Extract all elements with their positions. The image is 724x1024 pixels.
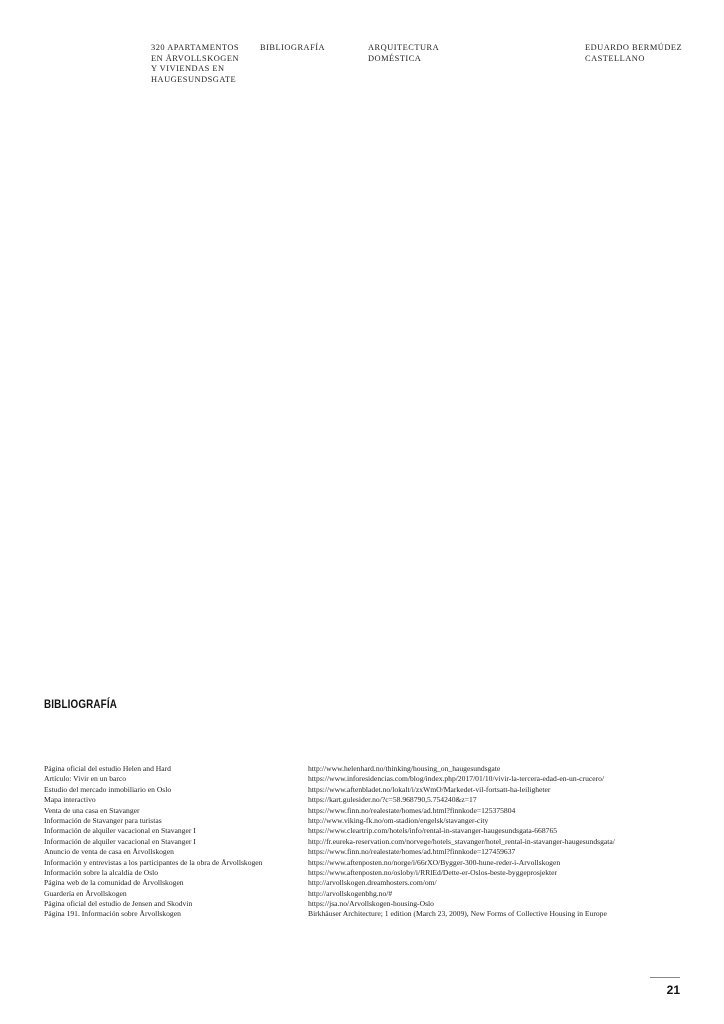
page-number-rule [650,977,680,978]
bibliography-entry [44,837,694,847]
entry-description: Información de Stavanger para turistas [44,815,162,825]
entry-source[interactable]: https://www.aftenposten.no/osloby/i/RRlEd/Dette-er-Oslos-beste-byggeprosjekter [308,867,558,877]
entry-description: Información y entrevistas a los participantes de la obra de Årvollskogen [44,857,263,867]
entry-description: Página oficial del estudio de Jensen and Skodvin [44,899,193,909]
bibliography-entry [44,795,694,805]
entry-source[interactable]: https://www.finn.no/realestate/homes/ad.html?finnkode=125375804 [308,805,516,815]
entry-description: Venta de una casa en Stavanger [44,805,140,815]
page-number: 21 [666,983,680,997]
entry-description: Página 191. Información sobre Årvollskogen [44,909,181,919]
entry-description: Guardería en Årvollskogen [44,888,127,898]
entry-description: Información de alquiler vacacional en Stavanger I [44,836,196,846]
header-author-name: EDUARDO BERMÚDEZ CASTELLANO [585,43,683,63]
bibliography-list [44,764,694,920]
entry-source[interactable]: Birkhäuser Architecture; 1 edition (March 23, 2009), New Forms of Collective Housing in Europe [308,909,607,919]
entry-description: Mapa interactivo [44,795,96,805]
bibliography-entry [44,909,694,919]
entry-source[interactable]: https://www.aftenbladet.no/lokalt/i/zxWmO/Markedet-vil-fortsatt-ha-leiligheter [308,784,551,794]
header-course-name: ARQUITECTURA DOMÉSTICA [368,43,440,63]
entry-source[interactable]: http://www.viking-fk.no/om-stadion/engelsk/stavanger-city [308,815,489,825]
entry-description: Información sobre la alcaldía de Oslo [44,867,159,877]
entry-description: Artículo: Vivir en un barco [44,774,127,784]
entry-source[interactable]: https://www.inforesidencias.com/blog/index.php/2017/01/10/vivir-la-tercera-edad-en-un-crucero/ [308,774,605,784]
bibliography-entry [44,847,694,857]
bibliography-entry [44,816,694,826]
bibliography-entry [44,785,694,795]
entry-source[interactable]: http://fr.eureka-reservation.com/norvege/hotels_stavanger/hotel_rental-in-stavanger-haugesundsgata/ [308,836,615,846]
bibliography-entry [44,826,694,836]
bibliography-entry [44,806,694,816]
entry-source[interactable]: https://www.aftenposten.no/norge/i/66rXO/Bygger-300-hune-reder-i-Arvollskogen [308,857,561,867]
entry-description: Anuncio de venta de casa en Årvollskogen [44,847,174,857]
bibliography-entry [44,899,694,909]
entry-source[interactable]: https://www.finn.no/realestate/homes/ad.html?finnkode=127459637 [308,847,516,857]
entry-description: Página oficial del estudio Helen and Hard [44,764,171,773]
entry-source[interactable]: http://arvollskogenbhg.no/# [308,888,393,898]
bibliography-entry [44,889,694,899]
bibliography-heading: BIBLIOGRAFÍA [44,697,118,711]
bibliography-entry [44,858,694,868]
header-section-name: BIBLIOGRAFÍA [260,43,326,52]
entry-source[interactable]: https://kart.gulesider.no/?c=58.968790,5.754240&z=17 [308,795,477,805]
entry-source[interactable]: http://www.helenhard.no/thinking/housing_on_haugesundsgate [308,764,501,773]
bibliography-entry [44,774,694,784]
entry-description: Estudio del mercado inmobiliario en Oslo [44,784,172,794]
entry-description: Información de alquiler vacacional en Stavanger I [44,826,196,836]
bibliography-entry [44,868,694,878]
entry-source[interactable]: https://www.cleartrip.com/hotels/info/rental-in-stavanger-haugesundsgata-668765 [308,826,558,836]
entry-source[interactable]: https://jsa.no/Arvollskogen-housing-Oslo [308,899,434,909]
bibliography-entry [44,878,694,888]
entry-source[interactable]: http://arvollskogen.dreamhosters.com/om/ [308,878,437,888]
bibliography-entry [44,764,694,774]
entry-description: Página web de la comunidad de Årvollskogen [44,878,184,888]
header-project-title: 320 APARTAMENTOS EN ÅRVOLLSKOGEN Y VIVIENDAS EN HAUGESUNDSGATE [151,43,240,84]
